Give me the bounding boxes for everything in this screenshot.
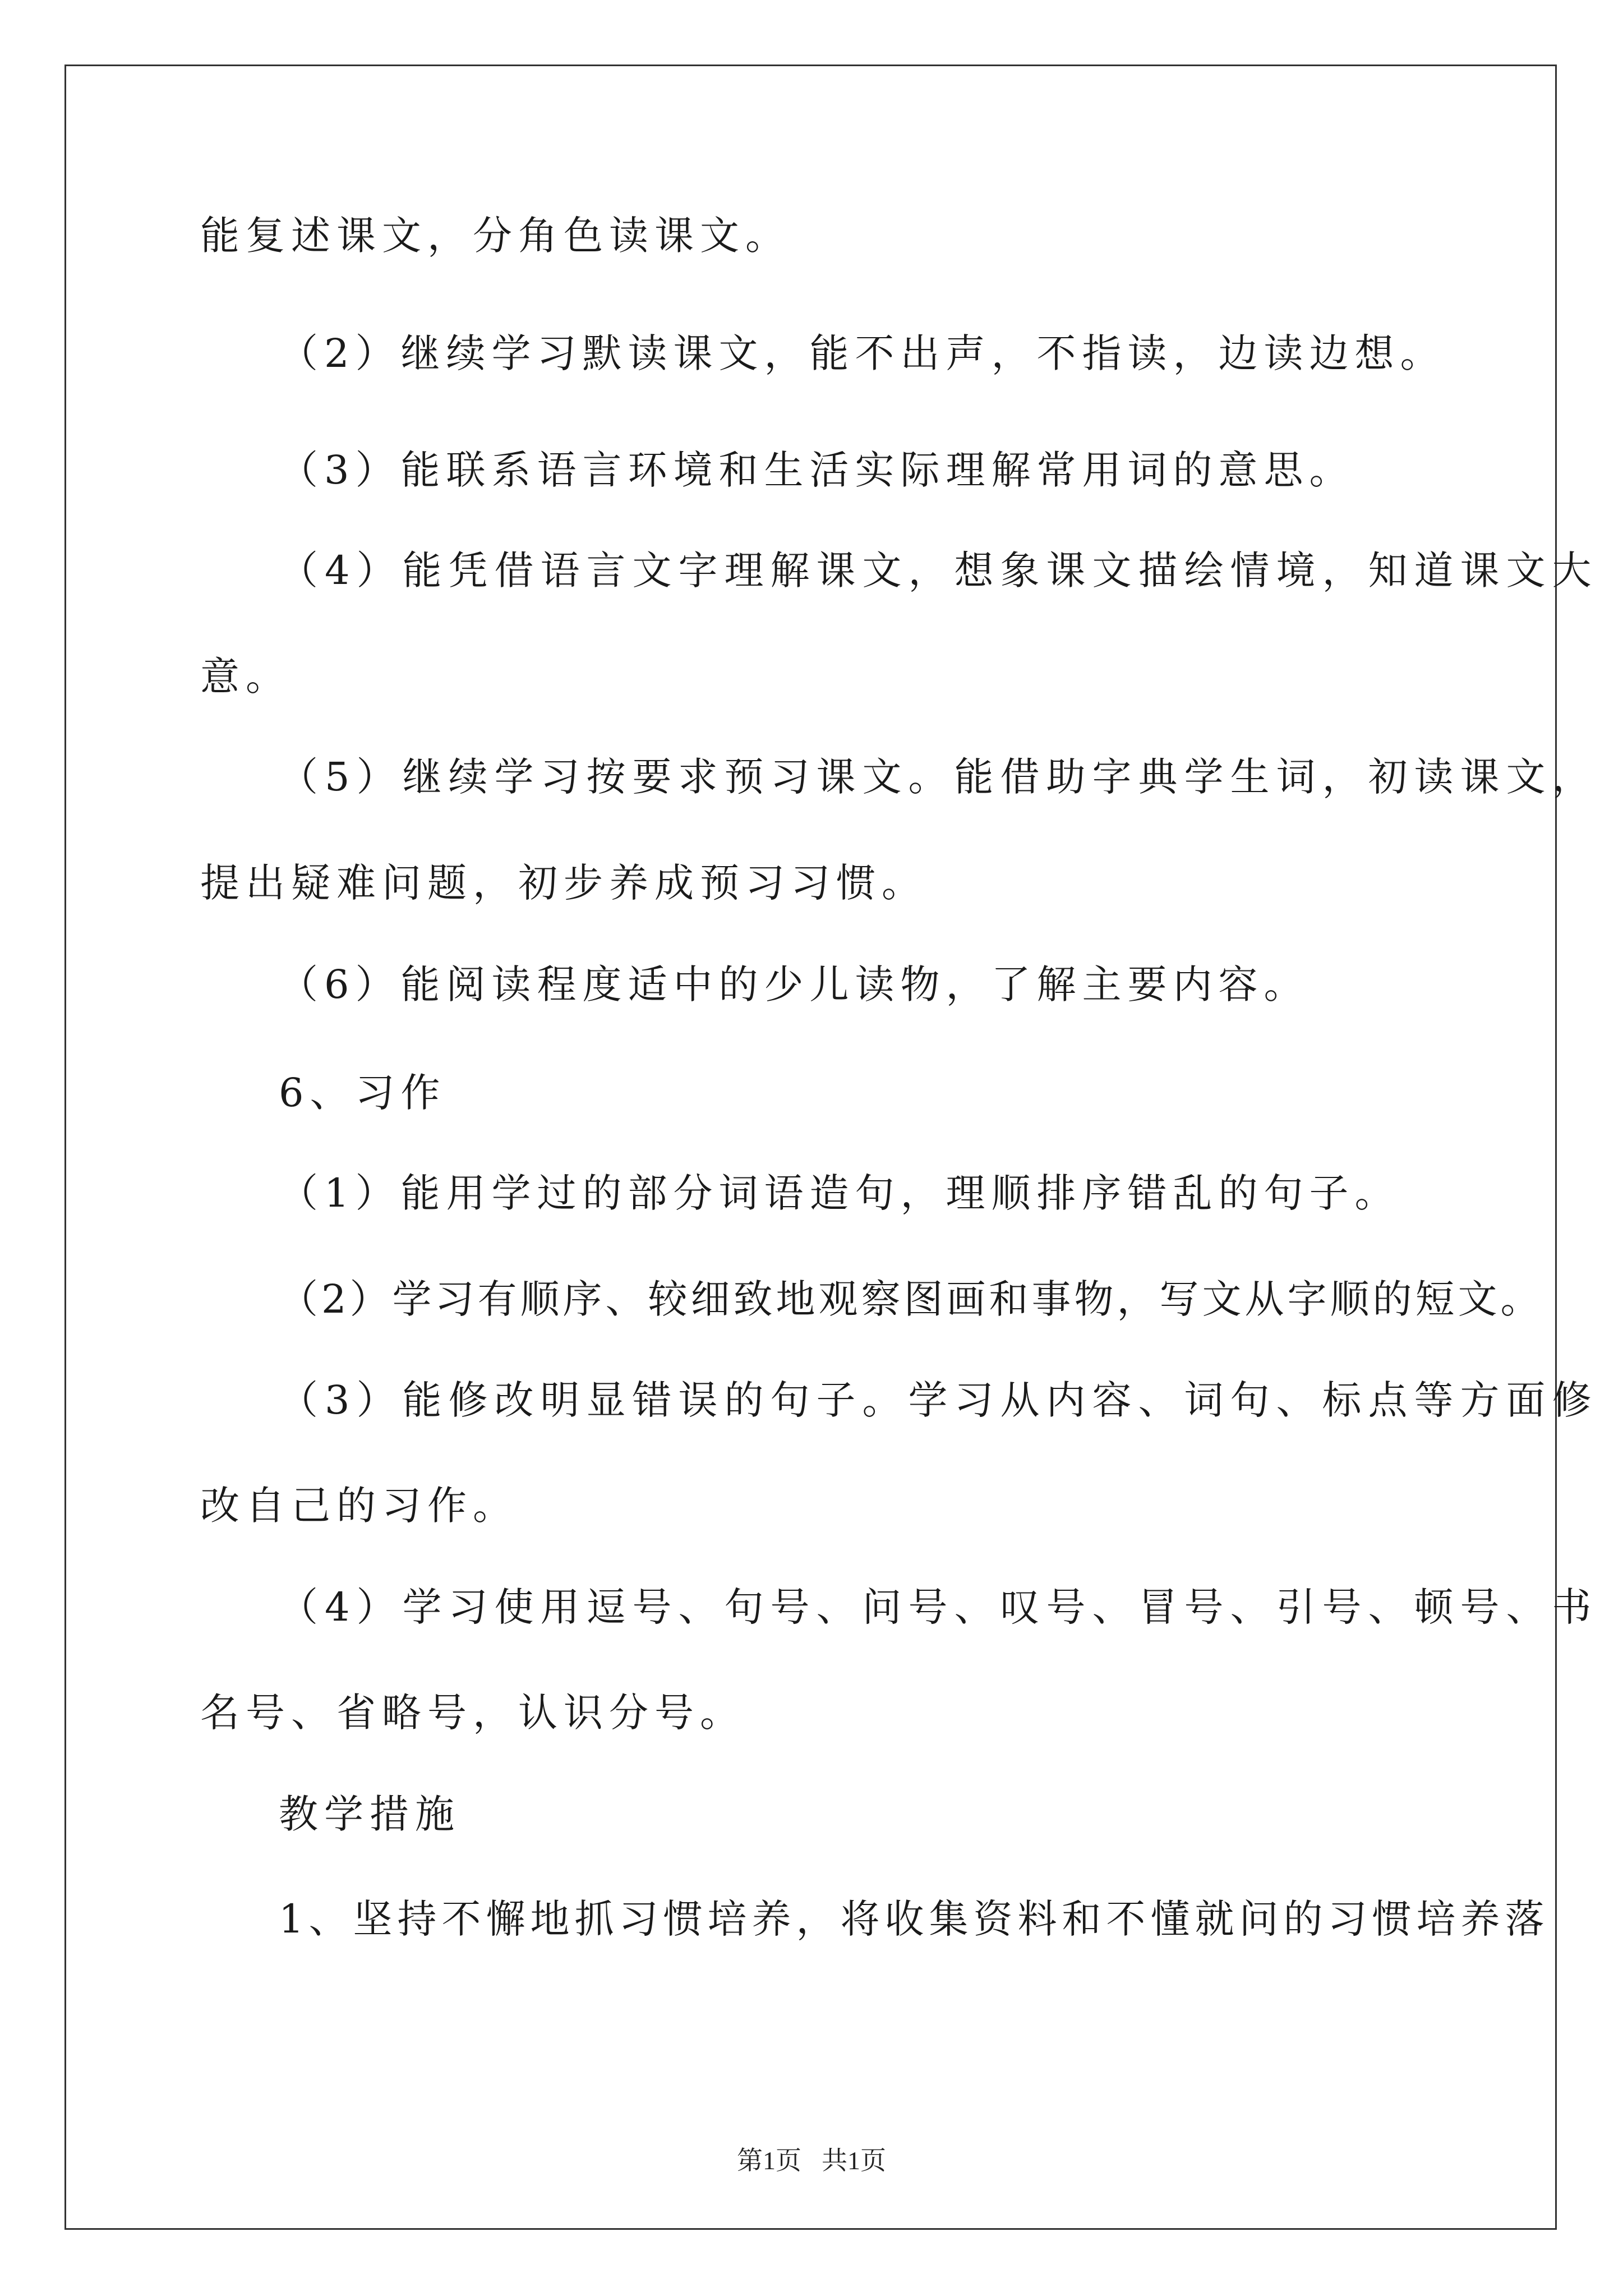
text-line: 提出疑难问题，初步养成预习习惯。 xyxy=(200,860,927,906)
text-line: 改自己的习作。 xyxy=(200,1483,518,1529)
section-heading: 6、习作 xyxy=(279,1070,446,1116)
text-line: 能复述课文，分角色读课文。 xyxy=(200,213,791,259)
text-line: （5）继续学习按要求预习课文。能借助字典学生词，初读课文， xyxy=(279,754,1598,800)
text-line: （3）能修改明显错误的句子。学习从内容、词句、标点等方面修 xyxy=(279,1377,1598,1423)
text-line: 名号、省略号，认识分号。 xyxy=(200,1690,745,1736)
text-line: （1）能用学过的部分词语造句，理顺排序错乱的句子。 xyxy=(279,1170,1400,1216)
text-line: 1、坚持不懈地抓习惯培养，将收集资料和不懂就问的习惯培养落 xyxy=(279,1896,1550,1942)
text-line: 意。 xyxy=(200,654,291,700)
page-total: 共1页 xyxy=(822,2146,886,2175)
text-line: （3）能联系语言环境和生活实际理解常用词的意思。 xyxy=(279,447,1355,493)
text-line: （4）能凭借语言文字理解课文，想象课文描绘情境，知道课文大 xyxy=(279,547,1598,593)
text-line: （2）学习有顺序、较细致地观察图画和事物，写文从字顺的短文。 xyxy=(279,1276,1543,1322)
text-line: （4）学习使用逗号、句号、问号、叹号、冒号、引号、顿号、书 xyxy=(279,1584,1598,1630)
section-heading: 教学措施 xyxy=(279,1791,460,1837)
text-line: （6）能阅读程度适中的少儿读物，了解主要内容。 xyxy=(279,961,1310,1007)
page-footer xyxy=(0,2144,1623,2178)
page-number: 第1页 xyxy=(737,2146,801,2175)
text-line: （2）继续学习默读课文，能不出声，不指读，边读边想。 xyxy=(279,330,1446,376)
